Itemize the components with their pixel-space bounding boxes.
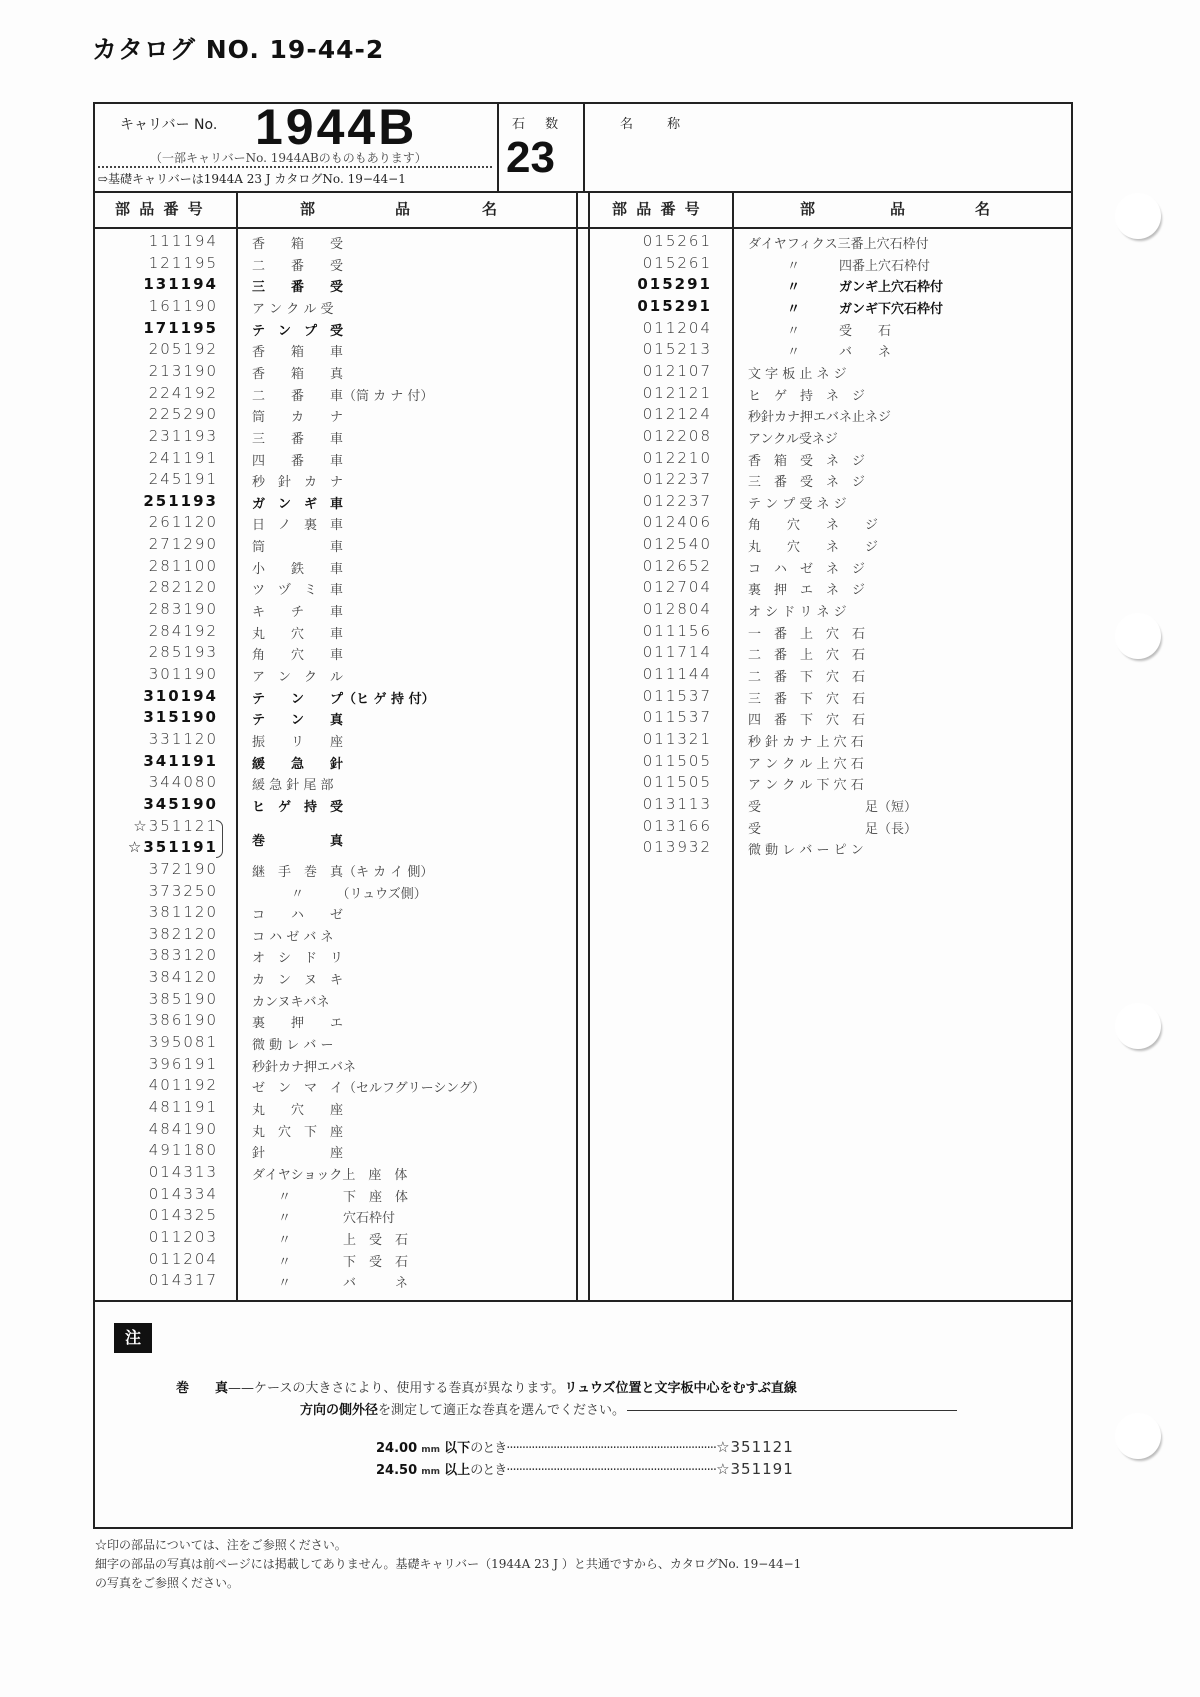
note-line-2 [300,1399,957,1418]
part-name: 〃 下 受 石 [252,1254,409,1270]
part-name: 〃 ガンギ下穴石枠付 [748,301,944,317]
part-number: 011537 [642,708,712,727]
part-name: 三 番 下 穴 石 [748,691,866,707]
part-name: アンクル受ネジ [748,431,838,447]
part-number: 011156 [642,621,712,640]
caliber-label: キャリバー No. [120,117,218,133]
part-name: オ シ ド リ [252,951,344,967]
part-number: 011144 [642,665,712,683]
punch-hole-icon [1115,1003,1161,1049]
part-number: 395081 [148,1033,218,1052]
column-header-divider [93,227,1073,229]
part-number: 383120 [148,946,218,965]
part-number: 012804 [642,600,712,619]
punch-hole-icon [1115,1413,1161,1459]
note-emphasis: リュウズ位置と文字板中心をむすぶ直線 [564,1381,797,1396]
part-name: 二 番 受 [252,258,344,274]
part-number: 111194 [148,232,218,250]
part-number: 012704 [642,578,712,597]
right-part-name-header-1: 部 [800,200,816,218]
part-name: 受 足（短） [748,799,918,815]
part-number: 012652 [642,556,712,575]
part-number: 012124 [642,405,712,424]
part-number: 251193 [143,491,218,510]
part-name: 秒 針 カ ナ [252,475,344,491]
part-name: 四 番 車 [252,453,344,469]
left-number-divider [236,191,238,1301]
catalog-title: カタログ NO. 19-44-2 [92,35,385,64]
rule-line [627,1410,957,1411]
condition-leader: のとき··································································· [470,1441,717,1456]
part-name: ヒ ゲ 持 受 [252,799,344,815]
part-name: ガ ン ギ 車 [252,496,344,512]
condition-2 [376,1459,794,1478]
part-name: 緩 急 針 [252,756,344,772]
part-name: 〃 穴石枠付 [252,1211,396,1227]
stones-value: 23 [506,133,555,182]
part-number: 012406 [642,513,712,532]
left-part-name-header-3: 名 [482,200,498,218]
part-number: 012208 [642,426,712,445]
part-name: 丸 穴 下 座 [252,1124,344,1140]
condition-part: ☆351191 [716,1460,794,1478]
part-name: コ ハ ゼ バ ネ [252,929,334,945]
center-double-line-a [576,191,578,1301]
part-name: 微 動 レ バ ー ピ ン [748,843,864,859]
punch-hole-icon [1115,193,1161,239]
part-number: 011537 [642,686,712,705]
part-number: 261120 [148,513,218,532]
part-name: 筒 カ ナ [252,410,344,426]
part-name: 裏 押 エ ネ ジ [748,583,866,599]
condition-part: ☆351121 [716,1438,794,1456]
part-name: 香 箱 車 [252,345,344,361]
center-double-line-b [588,191,590,1301]
condition-1 [376,1437,794,1456]
stones-label: 石 数 [512,117,567,132]
part-number: 121195 [148,253,218,272]
part-number: 382120 [148,924,218,943]
part-number: 012237 [642,491,712,510]
part-number: 225290 [148,405,218,424]
part-name: ダイヤショック上 座 体 [252,1167,408,1183]
part-name: 裏 押 エ [252,1016,344,1032]
part-name: 秒針カナ押エバネ止ネジ [748,410,892,426]
part-name: ヒ ゲ 持 ネ ジ [748,388,866,404]
part-number: 014334 [148,1184,218,1203]
part-name: 〃 ガンギ上穴石枠付 [748,280,944,296]
part-name: カ ン ヌ キ [252,973,344,989]
part-name: 〃 （リュウズ側） [252,886,427,902]
part-name: ア ン ク ル [252,670,344,685]
part-number: 341191 [143,751,218,770]
part-name: 香 箱 受 ネ ジ [748,453,866,469]
part-number: 396191 [148,1054,218,1073]
part-number: 012210 [642,448,712,467]
note-emphasis: 方向の側外径 [300,1403,379,1418]
part-name: 微 動 レ バ ー [252,1038,334,1054]
part-name: 二 番 車（筒 カ ナ 付） [252,388,434,404]
base-caliber-note: ⇨基礎キャリバーは1944A 23 J カタログNo. 19−44−1 [98,172,406,186]
part-name: ア ン ク ル 下 穴 石 [748,778,864,794]
part-number: ☆351191 [127,838,218,857]
footnote-3: の写真をご参照ください。 [95,1576,240,1590]
condition-unit: mm [421,1445,441,1455]
part-name: 日 ノ 裏 車 [252,518,344,534]
dotted-separator [98,166,492,168]
part-name: 針 座 [252,1146,344,1162]
part-name: 三 番 車 [252,431,344,447]
part-number: 014313 [148,1162,218,1181]
part-number: 012121 [642,383,712,402]
part-name: 三 番 受 ネ ジ [748,475,866,491]
part-name: 文 字 板 止 ネ ジ [748,366,847,382]
part-number: 015291 [637,296,712,315]
part-number: 484190 [148,1119,218,1138]
condition-value: 24.00 [376,1441,418,1456]
part-number: 285193 [148,643,218,662]
right-part-no-header: 部 品 番 号 [612,200,702,218]
part-number: 011505 [642,751,712,770]
part-name: ダイヤフィクス三番上穴石枠付 [748,237,929,252]
part-name: 筒 車 [252,540,344,556]
condition-unit: mm [421,1467,441,1477]
part-name: キ チ 車 [252,605,344,621]
part-number: 012107 [642,361,712,380]
note-line-1 [176,1377,797,1396]
part-number: 171195 [143,318,218,337]
part-number: 372190 [148,859,218,878]
part-name: 緩 急 針 尾 部 [252,778,334,794]
part-number: 231193 [148,426,218,445]
condition-label: 以下 [444,1441,471,1456]
part-name: 〃 受 石 [748,323,892,339]
part-name: 香 箱 受 [252,237,344,252]
part-number: 381120 [148,903,218,922]
part-number: 245191 [148,470,218,489]
part-number: 011714 [642,643,712,662]
footnote-1: ☆印の部品については、注をご参照ください。 [95,1538,347,1552]
part-number: 014325 [148,1206,218,1225]
part-number: 012540 [642,535,712,554]
part-number: 014317 [148,1271,218,1290]
part-name: オ シ ド リ ネ ジ [748,605,847,621]
part-number: 481191 [148,1098,218,1116]
part-name: テ ン 真 [252,713,344,729]
part-number: 015291 [637,275,712,294]
part-name: 角 穴 ネ ジ [748,518,879,534]
part-number: 241191 [148,448,218,467]
bracket-icon [216,820,223,858]
note-text: を測定して適正な巻真を選んでください。 [378,1403,626,1418]
part-number: 315190 [143,708,218,727]
part-number: 205192 [148,340,218,359]
part-name: 一 番 上 穴 石 [748,626,866,642]
part-name: ツ ヅ ミ 車 [252,583,344,599]
part-name: 〃 上 受 石 [252,1232,409,1248]
part-number: 011321 [642,729,712,748]
part-name: カンヌキバネ [252,994,330,1010]
part-number: 345190 [143,794,218,813]
part-name: 丸 穴 車 [252,626,344,642]
part-name: ア ン ク ル 受 [252,301,334,317]
footnote-2: 細字の部品の写真は前ページには掲載してありません。基礎キャリバー（1944A 23 J ）と共通ですから、カタログNo. 19−44−1 [95,1557,802,1571]
part-name: 四 番 下 穴 石 [748,713,866,729]
part-name: コ ハ ゼ ネ ジ [748,561,866,577]
part-number: 283190 [148,600,218,619]
punch-hole-icon [1115,613,1161,659]
part-number: 310194 [143,686,218,705]
part-number: 012237 [642,470,712,489]
part-number: 013166 [642,816,712,835]
part-name: 小 鉄 車 [252,561,344,577]
part-name: 〃 バ ネ [252,1276,409,1292]
part-name: 継 手 巻 真（キ カ イ 側） [252,864,434,880]
part-name: テ ン プ 受 [252,323,344,339]
part-name: 三 番 受 [252,280,344,296]
note-text: ——ケースの大きさにより、使用する巻真が異なります。 [228,1381,565,1396]
part-name: 丸 穴 ネ ジ [748,540,879,556]
part-name: 秒針カナ押エバネ [252,1059,357,1075]
part-name: 丸 穴 座 [252,1103,344,1118]
part-number: 011204 [148,1249,218,1268]
part-name: 二 番 上 穴 石 [748,648,866,664]
name-label: 名 称 [620,117,681,132]
part-number: 385190 [148,989,218,1008]
part-number: 161190 [148,296,218,315]
left-part-name-header-2: 品 [395,200,411,218]
part-name: 角 穴 車 [252,648,344,664]
note-badge: 注 [114,1323,152,1353]
part-number: 015213 [642,340,712,359]
part-number: 344080 [148,773,218,792]
wind-stem-name: 巻 真 [252,834,344,849]
part-number: 011204 [642,318,712,337]
part-number: 301190 [148,665,218,683]
caliber-number: 1944B [255,99,418,155]
part-name: 香 箱 真 [252,366,344,382]
part-number: ☆351121 [133,816,218,835]
part-name: ア ン ク ル 上 穴 石 [748,756,864,772]
part-number: 271290 [148,535,218,554]
part-number: 131194 [143,275,218,294]
part-number: 013932 [642,838,712,857]
part-number: 491180 [148,1141,218,1160]
part-number: 386190 [148,1011,218,1030]
part-name: 二 番 下 穴 石 [748,670,866,685]
part-number: 373250 [148,881,218,900]
part-number: 281100 [148,556,218,575]
part-number: 015261 [642,232,712,250]
part-name: ゼ ン マ イ（セルフグリーシング） [252,1081,486,1097]
part-name: コ ハ ゼ [252,908,344,924]
part-number: 011203 [148,1227,218,1246]
part-number: 401192 [148,1076,218,1095]
part-name: 振 リ 座 [252,734,344,750]
part-number: 284192 [148,621,218,640]
part-number: 282120 [148,578,218,597]
right-part-name-header-3: 名 [975,200,991,218]
part-name: 〃 下 座 体 [252,1189,409,1205]
table-body-bottom [93,1300,1073,1302]
part-number: 013113 [642,794,712,813]
condition-leader: のとき··································································· [470,1463,717,1478]
left-part-no-header: 部 品 番 号 [115,200,205,218]
caliber-sub-note: （一部キャリバーNo. 1944ABのものもあります） [150,151,427,165]
right-number-divider [732,191,734,1301]
part-name: テ ン プ 受 ネ ジ [748,496,847,512]
stones-divider [583,102,585,192]
right-part-name-header-2: 品 [890,200,906,218]
left-part-name-header-1: 部 [300,200,316,218]
part-name: テ ン プ（ヒ ゲ 持 付） [252,691,435,707]
part-name: 受 足（長） [748,821,918,837]
condition-value: 24.50 [376,1463,418,1478]
part-number: 224192 [148,383,218,402]
note-item: 巻 真 [176,1381,229,1396]
caliber-divider [497,102,499,192]
part-number: 213190 [148,361,218,380]
part-name: 秒 針 カ ナ 上 穴 石 [748,734,864,750]
part-number: 011505 [642,773,712,792]
condition-label: 以上 [444,1463,471,1478]
part-number: 015261 [642,253,712,272]
part-name: 〃 バ ネ [748,345,892,361]
part-number: 331120 [148,729,218,748]
part-name: 〃 四番上穴石枠付 [748,258,931,274]
part-number: 384120 [148,968,218,987]
